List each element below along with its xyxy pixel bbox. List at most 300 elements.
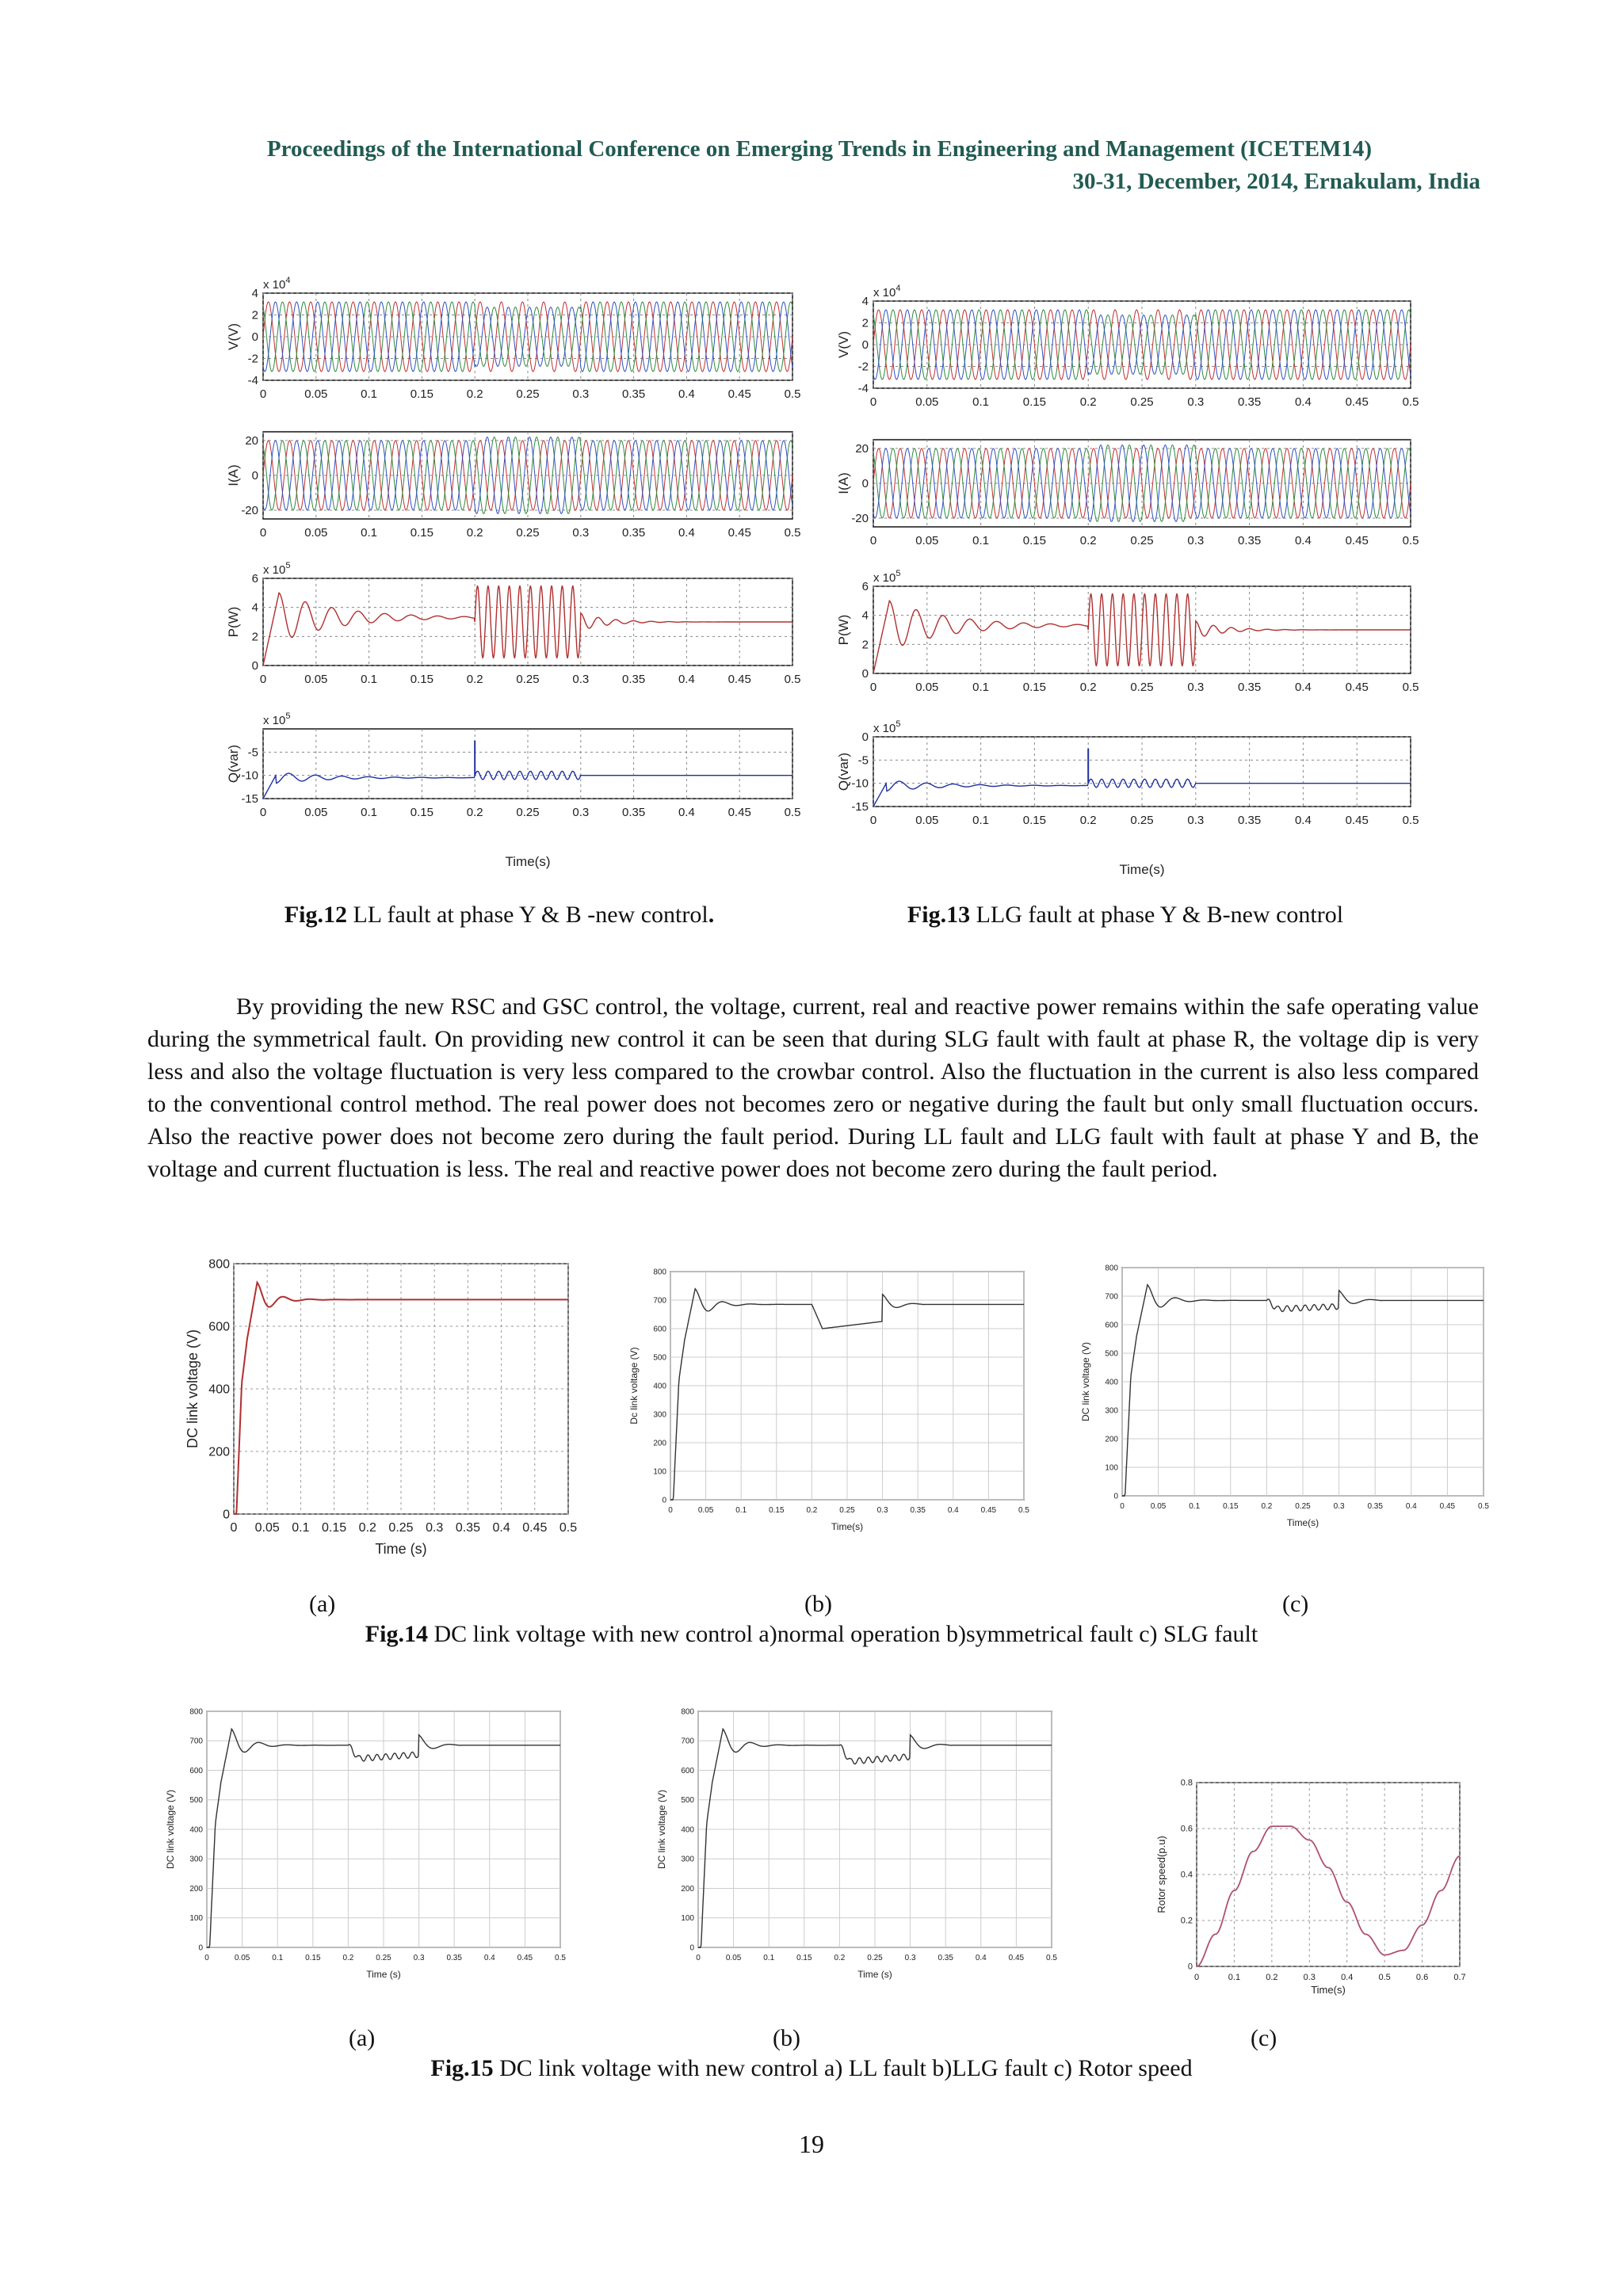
- fig12-ytick-label: 2: [251, 308, 258, 322]
- fig15b-xtick-label: 0.05: [725, 1954, 742, 1962]
- fig14c-xtick-label: 0.5: [1478, 1502, 1489, 1511]
- fig13-xtick-label: 0.3: [1187, 395, 1205, 409]
- fig14b-chart: [626, 1264, 1030, 1533]
- fig15a-xtick-label: 0.35: [446, 1954, 462, 1962]
- fig13-ytick-label: -10: [851, 776, 869, 791]
- fig14a-svg: [178, 1256, 578, 1557]
- fig12-xtick-label: 0: [259, 673, 267, 686]
- fig13-ytick-label: 0: [861, 338, 869, 352]
- fig14b-ytick-label: 400: [653, 1382, 666, 1391]
- fig14a-xlabel: Time (s): [375, 1541, 427, 1557]
- fig13-xtick-label: 0.05: [915, 681, 939, 694]
- fig14c-xtick-label: 0.25: [1295, 1502, 1311, 1511]
- fig14-sub-a: (a): [309, 1591, 336, 1617]
- fig15-sub-c: (c): [1251, 2025, 1277, 2051]
- fig13-xtick-label: 0.3: [1187, 534, 1205, 547]
- fig15c-chart: [1149, 1775, 1466, 1997]
- fig15b-chart: [654, 1703, 1058, 1981]
- fig13-xtick-label: 0.35: [1237, 814, 1262, 827]
- fig15a-ytick-label: 600: [189, 1766, 203, 1775]
- fig14b-xtick-label: 0.2: [806, 1506, 818, 1515]
- fig12-exponent-power: 5: [285, 711, 291, 721]
- fig12-ytick-label: 4: [251, 601, 258, 615]
- fig12-xtick-label: 0.25: [516, 387, 540, 401]
- fig12-xtick-label: 0.3: [572, 806, 590, 819]
- fig13-xtick-label: 0.25: [1130, 534, 1154, 547]
- fig13-xtick-label: 0.25: [1130, 814, 1154, 827]
- fig14c-xtick-label: 0.3: [1333, 1502, 1345, 1511]
- fig13-xtick-label: 0.4: [1294, 534, 1312, 547]
- fig12-xtick-label: 0.1: [361, 526, 378, 540]
- fig14c-xtick-label: 0.05: [1150, 1502, 1167, 1511]
- fig12-xtick-label: 0.3: [572, 387, 590, 401]
- fig14a-xtick-label: 0.45: [522, 1521, 548, 1535]
- fig13-xtick-label: 0.45: [1345, 534, 1369, 547]
- fig14c-ytick-label: 200: [1105, 1435, 1118, 1444]
- fig13-xtick-label: 0.05: [915, 534, 939, 547]
- fig13-xtick-label: 0.4: [1294, 681, 1312, 694]
- fig13-ytick-label: -15: [851, 800, 869, 814]
- fig15b-svg: [654, 1703, 1058, 1981]
- fig14a-chart: [178, 1256, 578, 1557]
- fig13-ytick-label: 2: [861, 316, 869, 330]
- fig12-ylabel: Q(var): [226, 744, 241, 784]
- fig13-chart: [832, 269, 1419, 879]
- fig13-xlabel: Time(s): [1119, 862, 1165, 877]
- fig12-xtick-label: 0.4: [678, 526, 695, 540]
- fig13-xtick-label: 0.15: [1022, 814, 1047, 827]
- fig15b-ytick-label: 0: [689, 1943, 694, 1953]
- fig15a-xtick-label: 0.25: [376, 1954, 391, 1962]
- fig15a-xtick-label: 0.3: [413, 1954, 425, 1962]
- fig15c-xtick-label: 0.2: [1266, 1973, 1278, 1982]
- fig15c-ytick-label: 0.2: [1180, 1916, 1193, 1926]
- fig12-ytick-label: 20: [245, 434, 258, 448]
- fig14c-xlabel: Time(s): [1286, 1517, 1319, 1528]
- fig15b-xtick-label: 0: [696, 1954, 701, 1962]
- fig13-xtick-label: 0.45: [1345, 814, 1369, 827]
- fig12-ytick-label: -4: [247, 374, 258, 387]
- fig14a-xtick-label: 0.2: [358, 1521, 376, 1535]
- fig15c-xtick-label: 0.5: [1378, 1973, 1391, 1982]
- fig13-xtick-label: 0.3: [1187, 814, 1205, 827]
- fig14a-xtick-label: 0.3: [426, 1521, 444, 1535]
- fig12-xtick-label: 0.35: [621, 806, 646, 819]
- fig12-xtick-label: 0.3: [572, 526, 590, 540]
- fig15c-xtick-label: 0.4: [1341, 1973, 1354, 1982]
- fig12-xtick-label: 0.15: [410, 806, 434, 819]
- fig13-xtick-label: 0.45: [1345, 395, 1369, 409]
- fig14b-ytick-label: 500: [653, 1353, 666, 1363]
- header-date-venue: 30-31, December, 2014, Ernakulam, India: [1072, 169, 1480, 194]
- fig15c-xtick-label: 0.7: [1453, 1973, 1466, 1982]
- fig12-exponent-power: 4: [285, 276, 291, 285]
- fig14b-ytick-label: 800: [653, 1268, 666, 1277]
- fig12-xtick-label: 0.45: [727, 673, 751, 686]
- fig13-exponent-power: 5: [896, 719, 901, 729]
- fig12-caption-period: .: [708, 902, 715, 928]
- fig12-exponent: x $10^5$: [263, 561, 291, 577]
- fig15b-ytick-label: 400: [681, 1825, 694, 1835]
- fig12-caption-text: LL fault at phase Y & B -new control: [346, 902, 708, 928]
- fig15b-xtick-label: 0.45: [1008, 1954, 1025, 1962]
- fig13-ytick-label: 4: [861, 608, 869, 623]
- fig13-xtick-label: 0: [869, 681, 877, 694]
- fig15b-xlabel: Time (s): [857, 1969, 892, 1980]
- fig12-xtick-label: 0.4: [678, 673, 695, 686]
- fig14b-ytick-label: 700: [653, 1296, 666, 1306]
- fig14c-ytick-label: 0: [1113, 1492, 1118, 1501]
- fig14b-xtick-label: 0.05: [697, 1506, 714, 1515]
- fig15a-ytick-label: 300: [189, 1855, 203, 1864]
- fig14b-svg: [626, 1264, 1030, 1533]
- fig14a-xtick-label: 0.25: [388, 1521, 414, 1535]
- fig13-xtick-label: 0.1: [972, 534, 990, 547]
- fig12-xtick-label: 0.25: [516, 673, 540, 686]
- page-number: 19: [799, 2130, 824, 2158]
- fig13-ylabel: Q(var): [836, 752, 851, 791]
- fig13-xtick-label: 0.35: [1237, 681, 1262, 694]
- fig13-xtick-label: 0.05: [915, 814, 939, 827]
- fig15a-chart: [162, 1703, 567, 1981]
- fig12-xtick-label: 0.05: [304, 387, 328, 401]
- fig14b-xtick-label: 0.45: [980, 1506, 997, 1515]
- fig13-xtick-label: 0.35: [1237, 395, 1262, 409]
- fig13-xtick-label: 0.15: [1022, 534, 1047, 547]
- fig14a-xtick-label: 0.5: [559, 1521, 578, 1535]
- fig15c-ytick-label: 0: [1187, 1962, 1193, 1972]
- fig13-xtick-label: 0.1: [972, 814, 990, 827]
- fig15a-ytick-label: 700: [189, 1737, 203, 1746]
- fig12-xtick-label: 0.5: [784, 387, 801, 401]
- fig12-xtick-label: 0.45: [727, 806, 751, 819]
- fig12-xtick-label: 0.1: [361, 806, 378, 819]
- fig15b-xtick-label: 0.4: [975, 1954, 987, 1962]
- fig15a-ytick-label: 100: [189, 1914, 203, 1924]
- fig13-caption-num: Fig.13: [907, 902, 971, 928]
- fig14a-xtick-label: 0.15: [322, 1521, 347, 1535]
- fig14b-ytick-label: 600: [653, 1325, 666, 1334]
- fig13-xtick-label: 0.4: [1294, 814, 1312, 827]
- running-header: [158, 133, 1480, 198]
- fig15b-ytick-label: 500: [681, 1796, 694, 1806]
- fig14c-xtick-label: 0.45: [1439, 1502, 1456, 1511]
- fig14a-ytick-label: 200: [208, 1445, 230, 1459]
- fig14a-xtick-label: 0: [230, 1521, 238, 1535]
- fig14b-ytick-label: 100: [653, 1467, 666, 1477]
- fig13-caption: [840, 902, 1411, 929]
- fig14a-ylabel: DC link voltage (V): [185, 1329, 200, 1449]
- fig15b-ylabel: DC link voltage (V): [656, 1789, 667, 1870]
- fig13-ytick-label: -4: [857, 382, 869, 395]
- fig15b-xtick-label: 0.25: [867, 1954, 883, 1962]
- fig14b-xtick-label: 0.35: [910, 1506, 926, 1515]
- fig12-ylabel: I(A): [226, 464, 241, 486]
- fig12-xtick-label: 0.5: [784, 673, 801, 686]
- fig14-sub-c: (c): [1282, 1591, 1309, 1617]
- fig13-panel-2: [836, 440, 1419, 547]
- fig12-caption-num: Fig.12: [284, 902, 347, 928]
- fig13-xtick-label: 0.15: [1022, 681, 1047, 694]
- fig15b-xtick-label: 0.15: [796, 1954, 812, 1962]
- fig12-xtick-label: 0.35: [621, 387, 646, 401]
- fig15a-xtick-label: 0.1: [272, 1954, 284, 1962]
- body-paragraph: [147, 990, 1479, 1185]
- fig14c-xtick-label: 0.2: [1261, 1502, 1273, 1511]
- fig13-xtick-label: 0.1: [972, 395, 990, 409]
- fig12-xtick-label: 0.45: [727, 526, 751, 540]
- fig12-xtick-label: 0: [259, 387, 267, 401]
- fig13-svg: [832, 269, 1419, 879]
- fig14a-xtick-label: 0.1: [292, 1521, 310, 1535]
- fig12-xtick-label: 0.45: [727, 387, 751, 401]
- fig12-xtick-label: 0: [259, 806, 267, 819]
- fig15a-xtick-label: 0.5: [555, 1954, 566, 1962]
- fig13-ytick-label: 6: [861, 580, 869, 593]
- fig13-exponent: x $10^4$: [873, 284, 901, 299]
- fig12-ytick-label: 0: [251, 659, 258, 673]
- fig14c-ytick-label: 300: [1105, 1406, 1118, 1416]
- fig13-ytick-label: 0: [861, 730, 869, 744]
- fig15b-ytick-label: 800: [681, 1707, 694, 1717]
- fig12-xtick-label: 0.05: [304, 673, 328, 686]
- fig13-ylabel: P(W): [836, 614, 851, 646]
- fig14c-xtick-label: 0: [1120, 1502, 1125, 1511]
- fig14c-ytick-label: 700: [1105, 1292, 1118, 1302]
- fig13-panel-3: [836, 569, 1419, 694]
- fig12-exponent-power: 5: [285, 561, 291, 570]
- fig14c-ytick-label: 100: [1105, 1463, 1118, 1473]
- fig15a-ytick-label: 500: [189, 1796, 203, 1806]
- fig12-panel-3: [226, 561, 800, 686]
- fig14b-xtick-label: 0.5: [1018, 1506, 1029, 1515]
- fig15-caption: [0, 2055, 1623, 2082]
- fig15b-xtick-label: 0.2: [834, 1954, 846, 1962]
- fig12-xtick-label: 0.15: [410, 673, 434, 686]
- fig13-xtick-label: 0.25: [1130, 395, 1154, 409]
- fig14a-ytick-label: 600: [208, 1320, 230, 1334]
- fig12-ytick-label: 0: [251, 330, 258, 344]
- fig15a-svg: [162, 1703, 567, 1981]
- fig15-sub-a: (a): [349, 2025, 376, 2051]
- fig14b-ylabel: Dc link voltage (V): [628, 1347, 640, 1425]
- fig13-ylabel: V(V): [836, 331, 851, 358]
- fig14-caption-num: Fig.14: [365, 1621, 428, 1647]
- fig14b-ytick-label: 200: [653, 1439, 666, 1448]
- fig14a-ytick-label: 0: [223, 1508, 230, 1522]
- fig14a-xtick-label: 0.4: [492, 1521, 510, 1535]
- fig13-ytick-label: 0: [861, 477, 869, 490]
- fig12-svg: [222, 261, 800, 871]
- fig15a-ytick-label: 0: [198, 1943, 203, 1953]
- fig12-ytick-label: -5: [247, 746, 258, 760]
- fig14a-ytick-label: 800: [208, 1257, 230, 1272]
- fig15b-xtick-label: 0.3: [904, 1954, 916, 1962]
- fig14a-xtick-label: 0.05: [254, 1521, 280, 1535]
- fig13-ylabel: I(A): [836, 472, 851, 494]
- fig14c-xtick-label: 0.1: [1189, 1502, 1201, 1511]
- fig15c-ytick-label: 0.4: [1180, 1870, 1193, 1880]
- fig13-exponent: x $10^5$: [873, 569, 901, 585]
- fig14c-xtick-label: 0.35: [1367, 1502, 1383, 1511]
- fig14c-xtick-label: 0.4: [1405, 1502, 1417, 1511]
- fig13-xtick-label: 0.2: [1079, 534, 1097, 547]
- fig13-panel-1: [836, 284, 1419, 409]
- fig14c-xtick-label: 0.15: [1223, 1502, 1239, 1511]
- fig14b-xtick-label: 0.15: [769, 1506, 785, 1515]
- fig12-xtick-label: 0.5: [784, 806, 801, 819]
- fig12-ylabel: P(W): [226, 606, 241, 638]
- body-paragraph-text: By providing the new RSC and GSC control, the voltage, current, real and reactive power remains within the safe operating value during the symmetrical fault. On providing new control it can be seen that during SLG fault with fault at phase R, the voltage dip is very less and also the voltage fluctuation is very less compared to the crowbar control. Also the fluctuation in the current is also less compared to the conventional control method. The real power does not becomes zero or negative during the fault but only small fluctuation occurs. Also the reactive power does not become zero during the fault period. During LL fault and LLG fault with fault at phase Y and B, the voltage and current fluctuation is less. The real and reactive power does not become zero during the fault period.: [147, 994, 1479, 1182]
- fig13-xtick-label: 0.25: [1130, 681, 1154, 694]
- fig12-ytick-label: -2: [247, 352, 258, 366]
- fig12-exponent: x $10^5$: [263, 711, 291, 727]
- fig15a-ytick-label: 400: [189, 1825, 203, 1835]
- fig13-exponent-power: 5: [896, 569, 901, 578]
- fig14a-ytick-label: 400: [208, 1383, 230, 1397]
- fig12-caption: [198, 902, 800, 929]
- fig14b-xtick-label: 0.4: [947, 1506, 959, 1515]
- fig15c-svg: [1149, 1775, 1466, 1997]
- fig12-xtick-label: 0.15: [410, 387, 434, 401]
- fig13-ytick-label: -2: [857, 360, 869, 374]
- fig15c-xtick-label: 0.3: [1303, 1973, 1316, 1982]
- fig13-ytick-label: 20: [855, 442, 869, 456]
- fig12-xtick-label: 0.2: [466, 387, 483, 401]
- fig13-xtick-label: 0.5: [1402, 534, 1419, 547]
- fig14-caption: [0, 1621, 1623, 1648]
- fig13-xtick-label: 0.1: [972, 681, 990, 694]
- fig12-xtick-label: 0.25: [516, 526, 540, 540]
- fig13-xtick-label: 0: [869, 395, 877, 409]
- fig13-xtick-label: 0.2: [1079, 814, 1097, 827]
- fig12-ytick-label: 2: [251, 630, 258, 644]
- fig13-panel-4: [836, 719, 1419, 827]
- fig15c-ytick-label: 0.8: [1180, 1778, 1193, 1788]
- fig14c-ytick-label: 500: [1105, 1349, 1118, 1359]
- fig15c-xlabel: Time(s): [1311, 1984, 1346, 1996]
- fig12-xtick-label: 0.35: [621, 673, 646, 686]
- fig13-ytick-label: 0: [861, 667, 869, 681]
- fig13-caption-text: LLG fault at phase Y & B-new control: [970, 902, 1344, 928]
- fig14-sub-b: (b): [804, 1591, 832, 1617]
- fig13-xtick-label: 0: [869, 534, 877, 547]
- fig14c-ylabel: DC link voltage (V): [1080, 1341, 1091, 1422]
- fig12-exponent: x $10^4$: [263, 276, 291, 292]
- fig15a-ylabel: DC link voltage (V): [165, 1789, 176, 1870]
- fig14c-svg: [1078, 1260, 1490, 1529]
- fig12-xtick-label: 0.05: [304, 526, 328, 540]
- fig13-xtick-label: 0.2: [1079, 681, 1097, 694]
- fig15c-ytick-label: 0.6: [1180, 1824, 1193, 1834]
- fig15a-xtick-label: 0.15: [305, 1954, 321, 1962]
- fig15c-xtick-label: 0.6: [1415, 1973, 1429, 1982]
- fig12-ytick-label: 4: [251, 287, 258, 300]
- fig15a-xtick-label: 0.45: [517, 1954, 533, 1962]
- fig14b-xtick-label: 0: [668, 1506, 673, 1515]
- fig12-xtick-label: 0.15: [410, 526, 434, 540]
- fig12-xtick-label: 0.2: [466, 673, 483, 686]
- fig13-xtick-label: 0.5: [1402, 681, 1419, 694]
- fig12-ytick-label: -15: [241, 792, 258, 806]
- fig12-xtick-label: 0.3: [572, 673, 590, 686]
- fig14b-xtick-label: 0.25: [839, 1506, 855, 1515]
- fig15-caption-text: DC link voltage with new control a) LL fault b)LLG fault c) Rotor speed: [493, 2055, 1193, 2081]
- fig12-xtick-label: 0.25: [516, 806, 540, 819]
- fig12-xtick-label: 0: [259, 526, 267, 540]
- fig12-xtick-label: 0.5: [784, 526, 801, 540]
- fig13-xtick-label: 0.05: [915, 395, 939, 409]
- fig12-panel-4: [226, 711, 800, 819]
- fig15-caption-num: Fig.15: [430, 2055, 494, 2081]
- fig15a-ytick-label: 800: [189, 1707, 203, 1717]
- fig13-ytick-label: -20: [851, 512, 869, 525]
- fig14c-ytick-label: 400: [1105, 1378, 1118, 1387]
- fig15a-ytick-label: 200: [189, 1884, 203, 1894]
- fig15a-xlabel: Time (s): [366, 1969, 401, 1980]
- fig14b-xlabel: Time(s): [831, 1521, 864, 1532]
- fig12-xtick-label: 0.1: [361, 673, 378, 686]
- fig14b-ytick-label: 0: [662, 1496, 666, 1505]
- fig12-ytick-label: 0: [251, 469, 258, 482]
- fig15c-ylabel: Rotor speed(p.u): [1155, 1836, 1167, 1913]
- fig15b-ytick-label: 700: [681, 1737, 694, 1746]
- fig12-ytick-label: -20: [241, 504, 258, 517]
- fig12-xtick-label: 0.1: [361, 387, 378, 401]
- fig12-xtick-label: 0.35: [621, 526, 646, 540]
- fig13-xtick-label: 0.5: [1402, 395, 1419, 409]
- fig13-xtick-label: 0.3: [1187, 681, 1205, 694]
- fig13-xtick-label: 0.2: [1079, 395, 1097, 409]
- fig13-xtick-label: 0.15: [1022, 395, 1047, 409]
- fig14b-xtick-label: 0.3: [876, 1506, 888, 1515]
- fig13-xtick-label: 0.35: [1237, 534, 1262, 547]
- fig13-ytick-label: 2: [861, 638, 869, 652]
- fig12-ytick-label: 6: [251, 572, 258, 585]
- fig15b-xtick-label: 0.35: [938, 1954, 953, 1962]
- fig14-caption-text: DC link voltage with new control a)normal operation b)symmetrical fault c) SLG fault: [427, 1621, 1258, 1647]
- fig13-exponent: x $10^5$: [873, 719, 901, 735]
- fig12-xtick-label: 0.2: [466, 526, 483, 540]
- fig13-ytick-label: -5: [857, 753, 869, 768]
- fig14c-ytick-label: 600: [1105, 1321, 1118, 1330]
- fig12-panel-2: [226, 432, 800, 540]
- fig12-xtick-label: 0.4: [678, 806, 695, 819]
- fig15b-xtick-label: 0.5: [1046, 1954, 1057, 1962]
- fig12-panel-1: [226, 276, 800, 401]
- fig15a-xtick-label: 0.2: [342, 1954, 354, 1962]
- fig15c-xtick-label: 0.1: [1228, 1973, 1241, 1982]
- fig14c-chart: [1078, 1260, 1490, 1529]
- fig13-ytick-label: 4: [861, 295, 869, 308]
- fig15a-xtick-label: 0.05: [234, 1954, 250, 1962]
- fig12-xlabel: Time(s): [505, 854, 551, 869]
- fig14b-ytick-label: 300: [653, 1410, 666, 1420]
- fig13-xtick-label: 0: [869, 814, 877, 827]
- fig13-xtick-label: 0.45: [1345, 681, 1369, 694]
- fig12-ylabel: V(V): [226, 323, 241, 350]
- fig13-xtick-label: 0.4: [1294, 395, 1312, 409]
- fig13-exponent-power: 4: [896, 284, 901, 293]
- fig15b-ytick-label: 600: [681, 1766, 694, 1775]
- fig15-sub-b: (b): [773, 2025, 800, 2051]
- fig15b-ytick-label: 200: [681, 1884, 694, 1894]
- fig15b-ytick-label: 300: [681, 1855, 694, 1864]
- fig14c-ytick-label: 800: [1105, 1264, 1118, 1273]
- fig14a-xtick-label: 0.35: [455, 1521, 480, 1535]
- fig12-xtick-label: 0.2: [466, 806, 483, 819]
- fig12-xtick-label: 0.4: [678, 387, 695, 401]
